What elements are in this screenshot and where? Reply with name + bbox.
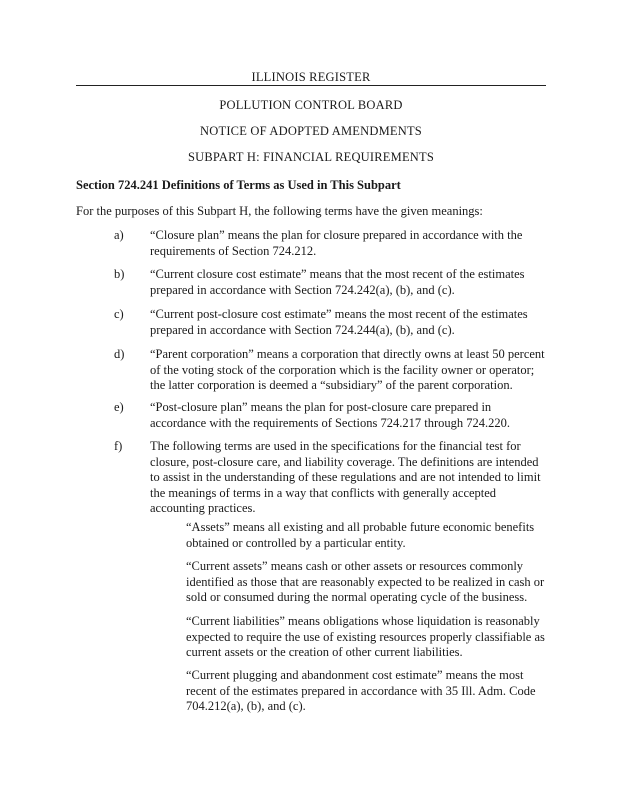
item-label: f) bbox=[114, 439, 123, 453]
item-label: c) bbox=[114, 307, 124, 321]
item-text: The following terms are used in the specifications for the financial test for closure, post-closure care, and liability coverage. The definitions are intended to assist in the understanding of these regulations and are not intended to limit the meanings of terms in a way that conflicts with generally accepted accounting practices. bbox=[150, 439, 541, 515]
register-header: ILLINOIS REGISTER bbox=[76, 70, 546, 86]
item-text: “Parent corporation” means a corporation that directly owns at least 50 percent of the voting stock of the corporation which is the facility owner or operator; the latter corporation is deemed a “subsidiary” of the parent corporation. bbox=[150, 347, 545, 392]
section-intro: For the purposes of this Subpart H, the following terms have the given meanings: bbox=[76, 204, 483, 218]
item-label: e) bbox=[114, 400, 124, 414]
item-label: a) bbox=[114, 228, 124, 242]
item-text: “Current closure cost estimate” means that the most recent of the estimates prepared in accordance with Section 724.242(a), (b), and (c). bbox=[150, 267, 525, 297]
item-label: d) bbox=[114, 347, 125, 361]
subpart-header: SUBPART H: FINANCIAL REQUIREMENTS bbox=[187, 150, 435, 164]
notice-header: NOTICE OF ADOPTED AMENDMENTS bbox=[200, 124, 422, 138]
item-text: “Current post-closure cost estimate” means the most recent of the estimates prepared in accordance with Section 724.244(a), (b), and (c). bbox=[150, 307, 528, 337]
board-header: POLLUTION CONTROL BOARD bbox=[219, 98, 403, 112]
term-current-plugging-cost: “Current plugging and abandonment cost estimate” means the most recent of the estimates prepared in accordance with 35 Ill. Adm. Code 704.212(a), (b), and (c). bbox=[186, 668, 536, 713]
term-assets: “Assets” means all existing and all probable future economic benefits obtained or controlled by a particular entity. bbox=[186, 520, 535, 550]
section-title: Section 724.241 Definitions of Terms as Used in This Subpart bbox=[76, 178, 401, 192]
term-current-liabilities: “Current liabilities” means obligations whose liquidation is reasonably expected to require the use of existing resources properly classifiable as current assets or the creation of other current liabilities. bbox=[186, 614, 545, 659]
item-text: “Closure plan” means the plan for closure prepared in accordance with the requirements of Section 724.212. bbox=[150, 228, 523, 258]
item-text: “Post-closure plan” means the plan for post-closure care prepared in accordance with the requirements of Sections 724.217 through 724.220. bbox=[150, 400, 510, 430]
term-current-assets: “Current assets” means cash or other assets or resources commonly identified as those that are reasonably expected to be realized in cash or sold or consumed during the normal operating cycle of the business. bbox=[186, 559, 545, 604]
item-label: b) bbox=[114, 267, 125, 281]
